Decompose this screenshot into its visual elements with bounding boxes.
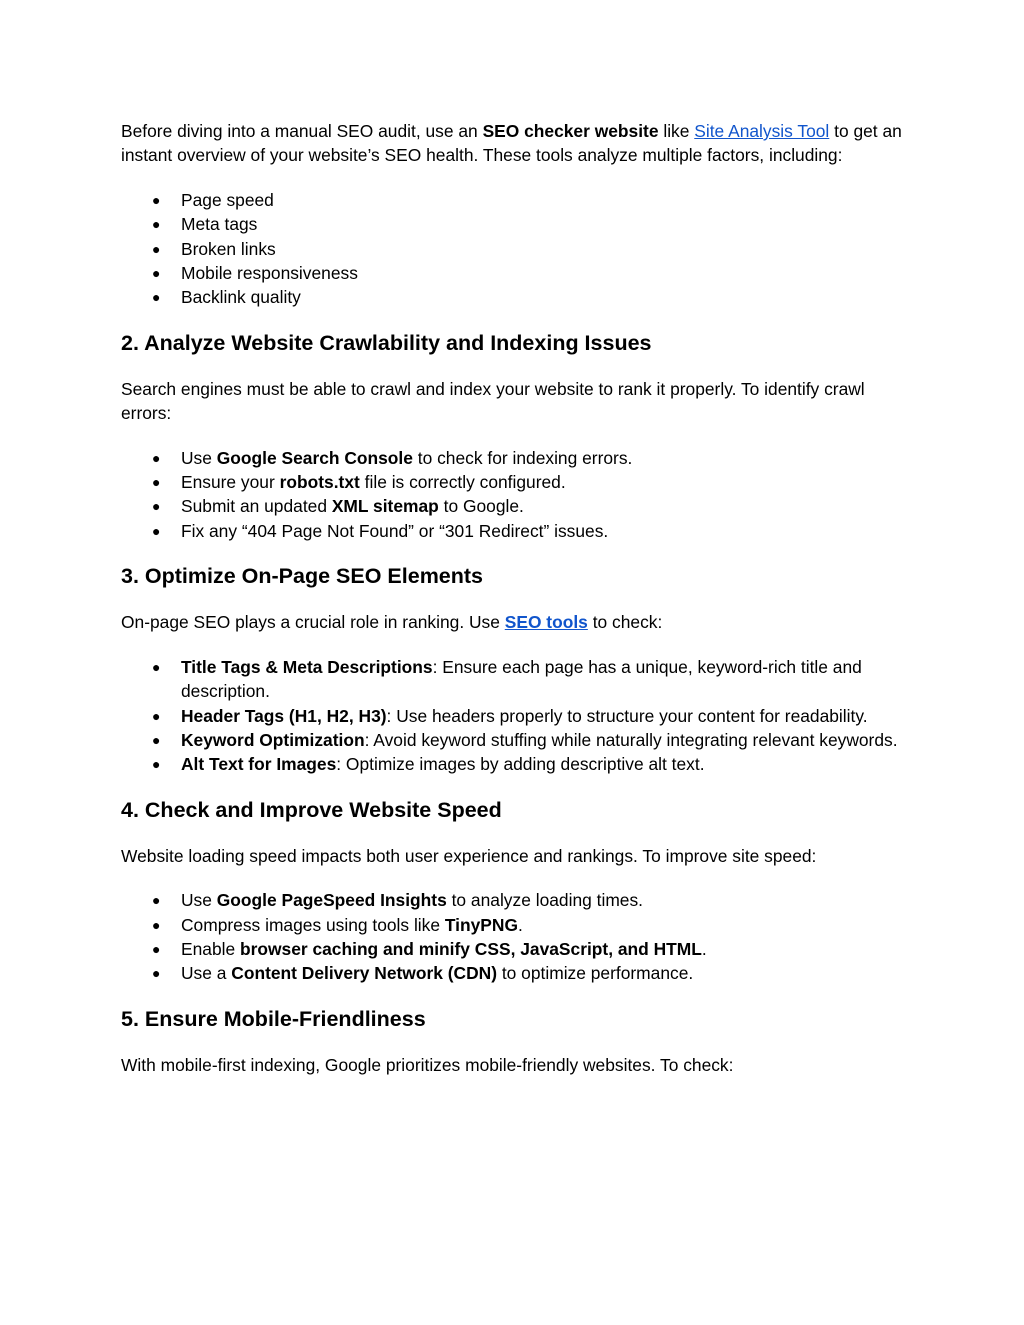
- website-speed-paragraph: Website loading speed impacts both user experience and rankings. To improve site speed:: [121, 845, 817, 866]
- list-item: ● Use a Content Delivery Network (CDN) to optimize performance.: [152, 963, 694, 984]
- seo-tools-link[interactable]: SEO tools: [504, 612, 588, 633]
- document-page: [121, 119, 906, 1077]
- list-item: ● Broken links: [152, 238, 276, 259]
- mobile-friendliness-paragraph: With mobile-first indexing, Google prioritizes mobile-friendly websites. To check:: [121, 1054, 734, 1075]
- intro-paragraph: Before diving into a manual SEO audit, use an SEO checker website like Site Analysis Tool to get an instant overview of your website’s SEO health. These tools analyze multiple factors, including:: [121, 121, 902, 166]
- seo-factors-list: [121, 188, 906, 310]
- list-item: ● Page speed: [152, 189, 274, 210]
- section-heading-mobile-friendliness: 5. Ensure Mobile-Friendliness: [121, 1006, 426, 1031]
- list-item: ● Title Tags & Meta Descriptions: Ensure each page has a unique, keyword-rich title and description.: [152, 656, 862, 702]
- section-heading-on-page-seo: 3. Optimize On-Page SEO Elements: [121, 564, 484, 589]
- list-item: ● Backlink quality: [152, 287, 301, 308]
- list-item: ● Keyword Optimization: Avoid keyword stuffing while naturally integrating relevant keywords.: [152, 729, 898, 750]
- list-item: ● Meta tags: [152, 214, 258, 235]
- on-page-elements-list: [121, 655, 906, 777]
- section-heading-website-speed: 4. Check and Improve Website Speed: [121, 797, 502, 822]
- crawl-errors-list: [121, 446, 906, 544]
- list-item: ● Fix any “404 Page Not Found” or “301 Redirect” issues.: [152, 520, 609, 541]
- list-item: ● Compress images using tools like TinyPNG.: [152, 914, 523, 935]
- section-heading-crawlability: 2. Analyze Website Crawlability and Indexing Issues: [121, 330, 652, 355]
- site-speed-list: [121, 888, 906, 986]
- list-item: ● Use Google Search Console to check for indexing errors.: [152, 447, 633, 468]
- list-item: ● Use Google PageSpeed Insights to analyze loading times.: [152, 890, 644, 911]
- list-item: ● Submit an updated XML sitemap to Google.: [152, 496, 524, 517]
- list-item: ● Mobile responsiveness: [152, 263, 358, 284]
- site-analysis-tool-link[interactable]: Site Analysis Tool: [694, 121, 830, 141]
- crawlability-paragraph: Search engines must be able to crawl and index your website to rank it properly. To identify crawl errors:: [121, 378, 865, 424]
- list-item: ● Ensure your robots.txt file is correctly configured.: [152, 472, 566, 493]
- list-item: ● Alt Text for Images: Optimize images by adding descriptive alt text.: [152, 754, 705, 775]
- list-item: ● Enable browser caching and minify CSS, JavaScript, and HTML.: [152, 938, 707, 959]
- on-page-seo-paragraph: On-page SEO plays a crucial role in ranking. Use SEO tools to check:: [121, 612, 663, 633]
- list-item: ● Header Tags (H1, H2, H3): Use headers properly to structure your content for readability.: [152, 705, 868, 726]
